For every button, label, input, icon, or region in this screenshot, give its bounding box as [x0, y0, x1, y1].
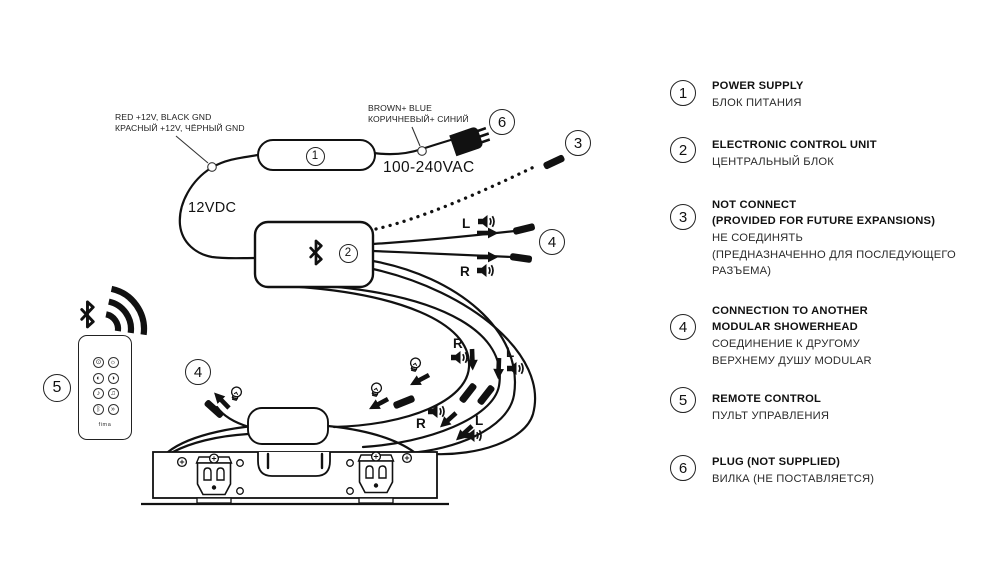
legend-item-control-unit	[712, 137, 984, 171]
channel-label-left: L	[462, 216, 471, 231]
ac-voltage-label: 100-240VAC	[383, 159, 475, 176]
legend-ru: ВЕРХНЕМУ ДУШУ MODULAR	[712, 354, 872, 367]
callout-4: 4	[539, 229, 565, 255]
cable-connectors	[203, 154, 565, 419]
legend-ru: ПУЛЬТ УПРАВЛЕНИЯ	[712, 410, 830, 422]
dc-voltage-label: 12VDC	[188, 200, 237, 216]
legend-ru: (ПРЕДНАЗНАЧЕННО ДЛЯ ПОСЛЕДУЮЩЕГО	[712, 248, 956, 261]
callout-1: 1	[306, 147, 325, 166]
legend-en: CONNECTION TO ANOTHER	[712, 305, 868, 317]
remote-control	[78, 335, 132, 440]
legend-ru: ВИЛКА (НЕ ПОСТАВЛЯЕТСЯ)	[712, 473, 875, 485]
dc-wire-label-ru: КРАСНЫЙ +12V, ЧЁРНЫЙ GND	[115, 122, 245, 133]
legend-item-plug	[712, 454, 984, 488]
remote-bluetooth-button-icon: ᛒ	[93, 404, 104, 415]
dc-wire-label-en: RED +12V, BLACK GND	[115, 112, 212, 122]
legend-item-power-supply	[712, 78, 984, 112]
legend-ru: СОЕДИНЕНИЕ К ДРУГОМУ	[712, 338, 860, 350]
remote-mode-b-button-icon: ◑	[108, 373, 119, 384]
ac-wire-label	[368, 103, 469, 125]
dc-wire-label	[115, 112, 245, 134]
remote-brand-logo: fima	[98, 422, 112, 428]
ac-wire-label-en: BROWN+ BLUE	[368, 103, 432, 113]
channel-label-left: L	[506, 345, 515, 360]
legend-ru: БЛОК ПИТАНИЯ	[712, 97, 802, 109]
legend-en: REMOTE CONTROL	[712, 393, 822, 405]
legend-callout-1: 1	[670, 80, 696, 106]
legend-callout-2: 2	[670, 137, 696, 163]
remote-volume-down-button-icon: ♪	[93, 388, 104, 399]
legend-en: MODULAR SHOWERHEAD	[712, 321, 858, 333]
remote-power-button-icon: ⊙	[93, 357, 104, 368]
legend-item-remote	[712, 391, 984, 425]
junction-box	[248, 408, 328, 444]
callout-2: 2	[339, 244, 358, 263]
legend-callout-4: 4	[670, 314, 696, 340]
remote-light-button-icon: ☼	[108, 357, 119, 368]
legend-callout-5: 5	[670, 387, 696, 413]
plug-icon	[449, 123, 492, 156]
light-bulb-icons	[230, 357, 422, 401]
legend-item-not-connect	[712, 197, 984, 280]
legend-ru: ЦЕНТРАЛЬНЫЙ БЛОК	[712, 156, 834, 168]
legend-callout-3: 3	[670, 204, 696, 230]
callout-6: 6	[489, 109, 515, 135]
channel-label-left: L	[475, 413, 484, 428]
legend-en: ELECTRONIC CONTROL UNIT	[712, 139, 877, 151]
signal-waves-icon	[106, 289, 144, 335]
bluetooth-icon	[82, 302, 93, 327]
callout-3: 3	[565, 130, 591, 156]
channel-label-right: R	[453, 336, 463, 351]
legend-en: NOT CONNECT	[712, 199, 797, 211]
legend-callout-6: 6	[670, 455, 696, 481]
remote-mode-a-button-icon: ◐	[93, 373, 104, 384]
remote-volume-up-button-icon: ♫	[108, 388, 119, 399]
legend-en: PLUG (NOT SUPPLIED)	[712, 456, 841, 468]
legend-item-connection	[712, 303, 984, 369]
speaker-socket-left	[197, 454, 232, 494]
cable-mains	[374, 139, 454, 154]
legend-ru: НЕ СОЕДИНЯТЬ	[712, 232, 803, 244]
legend-en: (PROVIDED FOR FUTURE EXPANSIONS)	[712, 215, 936, 227]
channel-label-right: R	[416, 416, 426, 431]
remote-next-button-icon: »	[108, 404, 119, 415]
channel-label-right: R	[460, 264, 470, 279]
ac-wire-label-ru: КОРИЧНЕВЫЙ+ СИНИЙ	[368, 113, 469, 124]
callout-5: 5	[43, 374, 71, 402]
callout-4: 4	[185, 359, 211, 385]
legend-ru: РАЗЪЕМА)	[712, 265, 772, 277]
speaker-socket-right	[359, 452, 394, 492]
legend-en: POWER SUPPLY	[712, 80, 804, 92]
